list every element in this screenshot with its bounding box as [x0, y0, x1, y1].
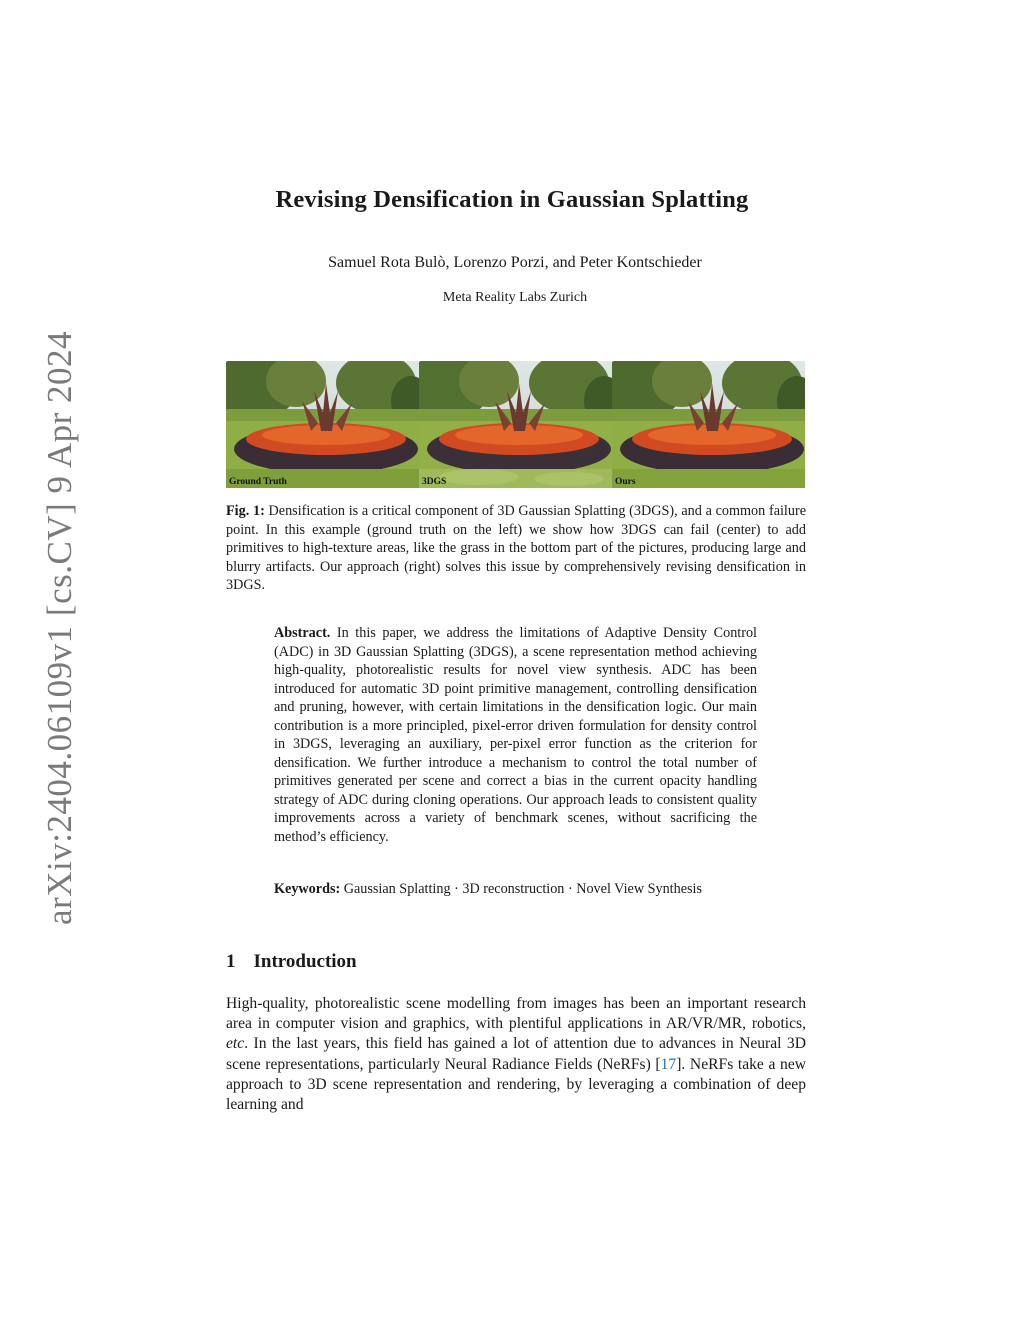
flowerbed-image-ours	[612, 361, 805, 488]
intro-etc: etc	[226, 1035, 245, 1053]
intro-text-part3: ]. NeRFs take a new approach to 3D scene representation and rendering, by leveraging a combination of deep learning and	[226, 1055, 806, 1114]
panel-label-ground-truth: Ground Truth	[229, 477, 287, 487]
figure-panel-3dgs	[419, 361, 612, 488]
keywords-text: Gaussian Splatting · 3D reconstruction · Novel View Synthesis	[340, 881, 703, 897]
flowerbed-image-3dgs	[419, 361, 612, 488]
figure-1	[226, 361, 806, 488]
section-number: 1	[226, 951, 236, 972]
keywords-label: Keywords:	[274, 881, 341, 897]
caption-text: Densification is a critical component of 3D Gaussian Splatting (3DGS), and a common failure point. In this example (ground truth on the left) we show how 3DGS can fail (center) to add primitives to high-texture areas, like the grass in the bottom part of the pictures, producing large and blurry artifacts. Our approach (right) solves this issue by comprehensively revising densification in 3DGS.	[226, 503, 806, 593]
flowerbed-image-ground-truth	[226, 361, 419, 488]
figure-caption	[226, 502, 806, 595]
paper-title: Revising Densification in Gaussian Splatting	[275, 186, 749, 213]
figure-panel-ours	[612, 361, 805, 488]
paper-affiliation: Meta Reality Labs Zurich	[442, 290, 588, 305]
intro-text-part2: . In the last years, this field has gained a lot of attention due to advances in Neural 3D scene representations, particularly Neural Radiance Fields (NeRFs) [	[226, 1035, 806, 1073]
panel-label-ours: Ours	[615, 477, 636, 487]
section-heading-introduction	[226, 951, 357, 973]
abstract	[274, 624, 757, 846]
figure-panel-ground-truth	[226, 361, 419, 488]
citation-link-17[interactable]: 17	[660, 1055, 677, 1073]
keywords	[274, 880, 757, 899]
arxiv-identifier-stamp: arXiv:2404.06109v1 [cs.CV] 9 Apr 2024	[40, 330, 79, 925]
intro-text-part1: High-quality, photorealistic scene modelling from images has been an important research area in computer vision and graphics, with plentiful applications in AR/VR/MR, robotics,	[226, 995, 806, 1033]
introduction-paragraph	[226, 994, 806, 1115]
abstract-label: Abstract.	[274, 625, 331, 641]
abstract-text: In this paper, we address the limitations of Adaptive Density Control (ADC) in 3D Gaussian Splatting (3DGS), a scene representation method achieving high-quality, photorealistic results for novel view synthesis. ADC has been introduced for automatic 3D point primitive management, controlling densification and pruning, however, with certain limitations in the densification logic. Our main contribution is a more principled, pixel-error driven formulation for density control in 3DGS, leveraging an auxiliary, per-pixel error function as the criterion for densification. We further introduce a mechanism to control the total number of primitives generated per scene and correct a bias in the current opacity handling strategy of ADC during cloning operations. Our approach leads to consistent quality improvements across a variety of benchmark scenes, without sacrificing the method’s efficiency.	[274, 625, 757, 845]
paper-authors: Samuel Rota Bulò, Lorenzo Porzi, and Peter Kontschieder	[328, 254, 702, 271]
panel-label-3dgs: 3DGS	[422, 477, 447, 487]
section-title: Introduction	[253, 951, 357, 972]
caption-label: Fig. 1:	[226, 503, 265, 519]
